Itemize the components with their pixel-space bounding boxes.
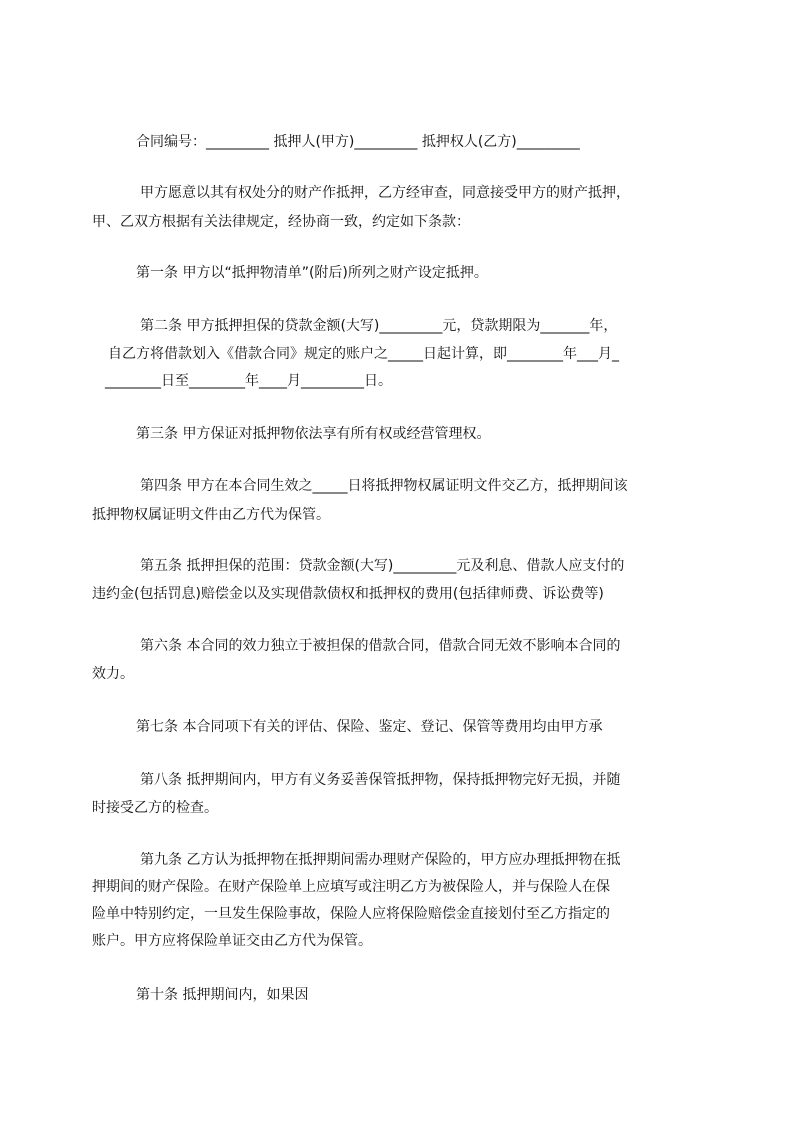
article-8-line-2: 时接受乙方的检查。 [92, 800, 218, 816]
article-5-line-1: 第五条 抵押担保的范围：贷款金额(大写)_________元及利息、借款人应支付的 [140, 558, 625, 574]
article-9-line-1: 第九条 乙方认为抵押物在抵押期间需办理财产保险的，甲方应办理抵押物在抵 [140, 852, 621, 868]
article-7: 第七条 本合同项下有关的评估、保险、鉴定、登记、保管等费用均由甲方承 [136, 719, 603, 735]
preamble-line-1: 甲方愿意以其有权处分的财产作抵押，乙方经审查，同意接受甲方的财产抵押， [140, 185, 630, 201]
article-9-line-2: 押期间的财产保险。在财产保险单上应填写或注明乙方为被保险人，并与保险人在保 [92, 879, 610, 895]
article-5-line-2: 违约金(包括罚息)赔偿金以及实现借款债权和抵押权的费用(包括律师费、诉讼费等) [92, 586, 604, 602]
article-4-line-1: 第四条 甲方在本合同生效之_____日将抵押物权属证明文件交乙方，抵押期间该 [140, 478, 628, 494]
article-2-line-1: 第二条 甲方抵押担保的贷款金额(大写)_________元，贷款期限为_______年， [140, 318, 618, 334]
article-9-line-4: 账户。甲方应将保险单证交由乙方代为保管。 [92, 933, 372, 949]
article-8-line-1: 第八条 抵押期间内，甲方有义务妥善保管抵押物，保持抵押物完好无损，并随 [140, 772, 621, 788]
preamble-line-2: 甲、乙双方根据有关法律规定，经协商一致，约定如下条款： [92, 214, 470, 230]
article-3: 第三条 甲方保证对抵押物依法享有所有权或经营管理权。 [136, 426, 491, 442]
article-6-line-1: 第六条 本合同的效力独立于被担保的借款合同，借款合同无效不影响本合同的 [140, 638, 621, 654]
article-2-line-2: 自乙方将借款划入《借款合同》规定的账户之_____日起计算，即________年___月_ [108, 346, 619, 362]
article-4-line-2: 抵押物权属证明文件由乙方代为保管。 [92, 507, 330, 523]
article-10: 第十条 抵押期间内，如果因 [136, 987, 309, 1003]
article-6-line-2: 效力。 [92, 666, 134, 682]
article-2-line-3: ________日至________年____月_________日。 [105, 373, 392, 389]
contract-header: 合同编号：_________ 抵押人(甲方)_________ 抵押权人(乙方)_________ [136, 134, 580, 150]
article-9-line-3: 险单中特别约定，一旦发生保险事故，保险人应将保险赔偿金直接划付至乙方指定的 [92, 906, 610, 922]
article-1: 第一条 甲方以“抵押物清单”(附后)所列之财产设定抵押。 [136, 265, 488, 281]
